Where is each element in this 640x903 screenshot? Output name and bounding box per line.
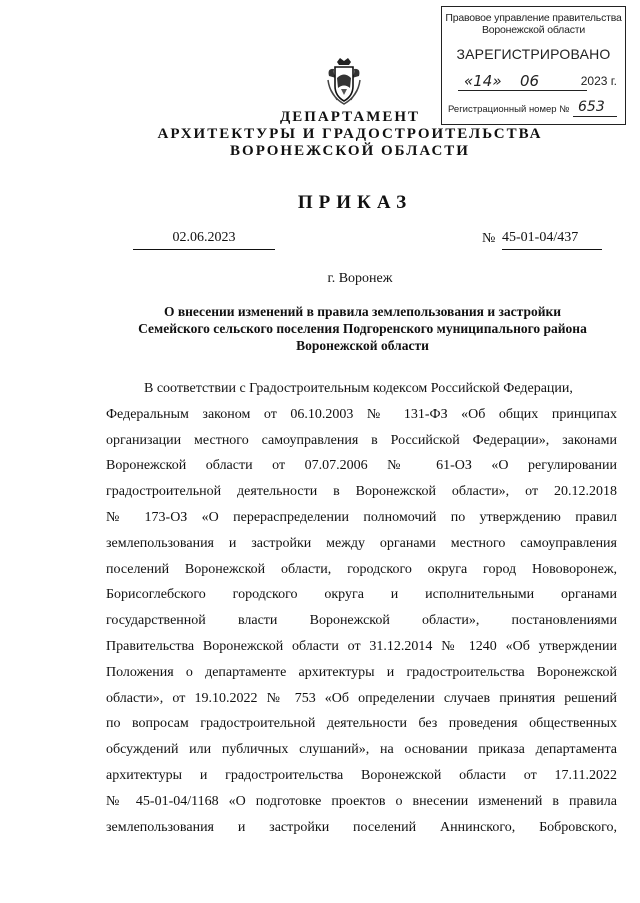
coat-of-arms-icon <box>325 56 363 106</box>
stamp-date-day: «14» <box>464 72 502 90</box>
body-line: Воронежской области от 07.07.2006 № 61-ОЗ «О регулировании <box>106 458 617 474</box>
department-line-3: ВОРОНЕЖСКОЙ ОБЛАСТИ <box>230 143 470 159</box>
body-line: Правительства Воронежской области от 31.12.2014 № 1240 «Об утверждении <box>106 638 617 654</box>
stamp-date-year: 2023 г. <box>580 74 617 88</box>
stamp-registered-label: ЗАРЕГИСТРИРОВАНО <box>456 46 611 62</box>
body-line: градостроительной деятельности в Воронежской области», от 20.12.2018 <box>106 484 617 500</box>
body-line: Федеральным законом от 06.10.2003 № 131-ФЗ «Об общих принципах <box>106 406 617 422</box>
body-line: Положения о департаменте архитектуры и градостроительства Воронежской <box>106 664 617 680</box>
stamp-reg-number-label: Регистрационный номер № <box>448 104 570 115</box>
order-date: 02.06.2023 <box>133 230 275 250</box>
subject-line-3: Воронежской области <box>296 338 429 353</box>
stamp-org-line-1: Правовое управление правительства <box>445 12 622 24</box>
body-line: № 173-ОЗ «О перераспределении полномочий по утверждению правил <box>106 509 617 525</box>
body-line: Борисоглебского городского округа и исполнительными органами <box>106 587 617 603</box>
order-city: г. Воронеж <box>327 271 393 286</box>
body-line: архитектуры и градостроительства Воронежской области от 17.11.2022 <box>106 767 617 783</box>
stamp-date-month: 06 <box>520 72 540 90</box>
body-line: обсуждений или публичных слушаний», на основании приказа департамента <box>106 742 617 758</box>
document-title: ПРИКАЗ <box>297 192 413 213</box>
registration-stamp <box>441 6 626 125</box>
body-line: области», от 19.10.2022 № 753 «Об определении случаев принятия решений <box>106 690 617 706</box>
order-number: 45-01-04/437 <box>502 230 602 250</box>
order-body <box>106 376 617 840</box>
subject-line-2: Семейского сельского поселения Подгоренского муниципального района <box>138 321 587 336</box>
body-line: В соответствии с Градостроительным кодексом Российской Федерации, <box>144 381 573 396</box>
body-line: организации местного самоуправления в Российской Федерации», законами <box>106 432 617 448</box>
stamp-date <box>450 74 617 92</box>
body-line: государственной власти Воронежской области», постановлениями <box>106 613 617 629</box>
department-line-1: ДЕПАРТАМЕНТ <box>279 109 421 125</box>
department-name <box>150 109 550 160</box>
subject-line-1: О внесении изменений в правила землепользования и застройки <box>163 304 562 319</box>
order-number-sign: № <box>482 231 496 246</box>
body-line: по вопросам градостроительной деятельности без проведения общественных <box>106 716 617 732</box>
body-line: землепользования и застройки между органами местного самоуправления <box>106 535 617 551</box>
order-subject <box>110 303 615 354</box>
body-line: землепользования и застройки поселений Аннинского, Бобровского, <box>106 819 617 835</box>
body-line: № 45-01-04/1168 «О подготовке проектов о внесении изменений в правила <box>106 793 617 809</box>
stamp-reg-number-value: 653 <box>578 99 605 115</box>
stamp-org-line-2: Воронежской области <box>481 24 586 36</box>
department-line-2: АРХИТЕКТУРЫ И ГРАДОСТРОИТЕЛЬСТВА <box>157 126 543 142</box>
body-line: поселений Воронежской области, городского округа город Нововоронеж, <box>106 561 617 577</box>
